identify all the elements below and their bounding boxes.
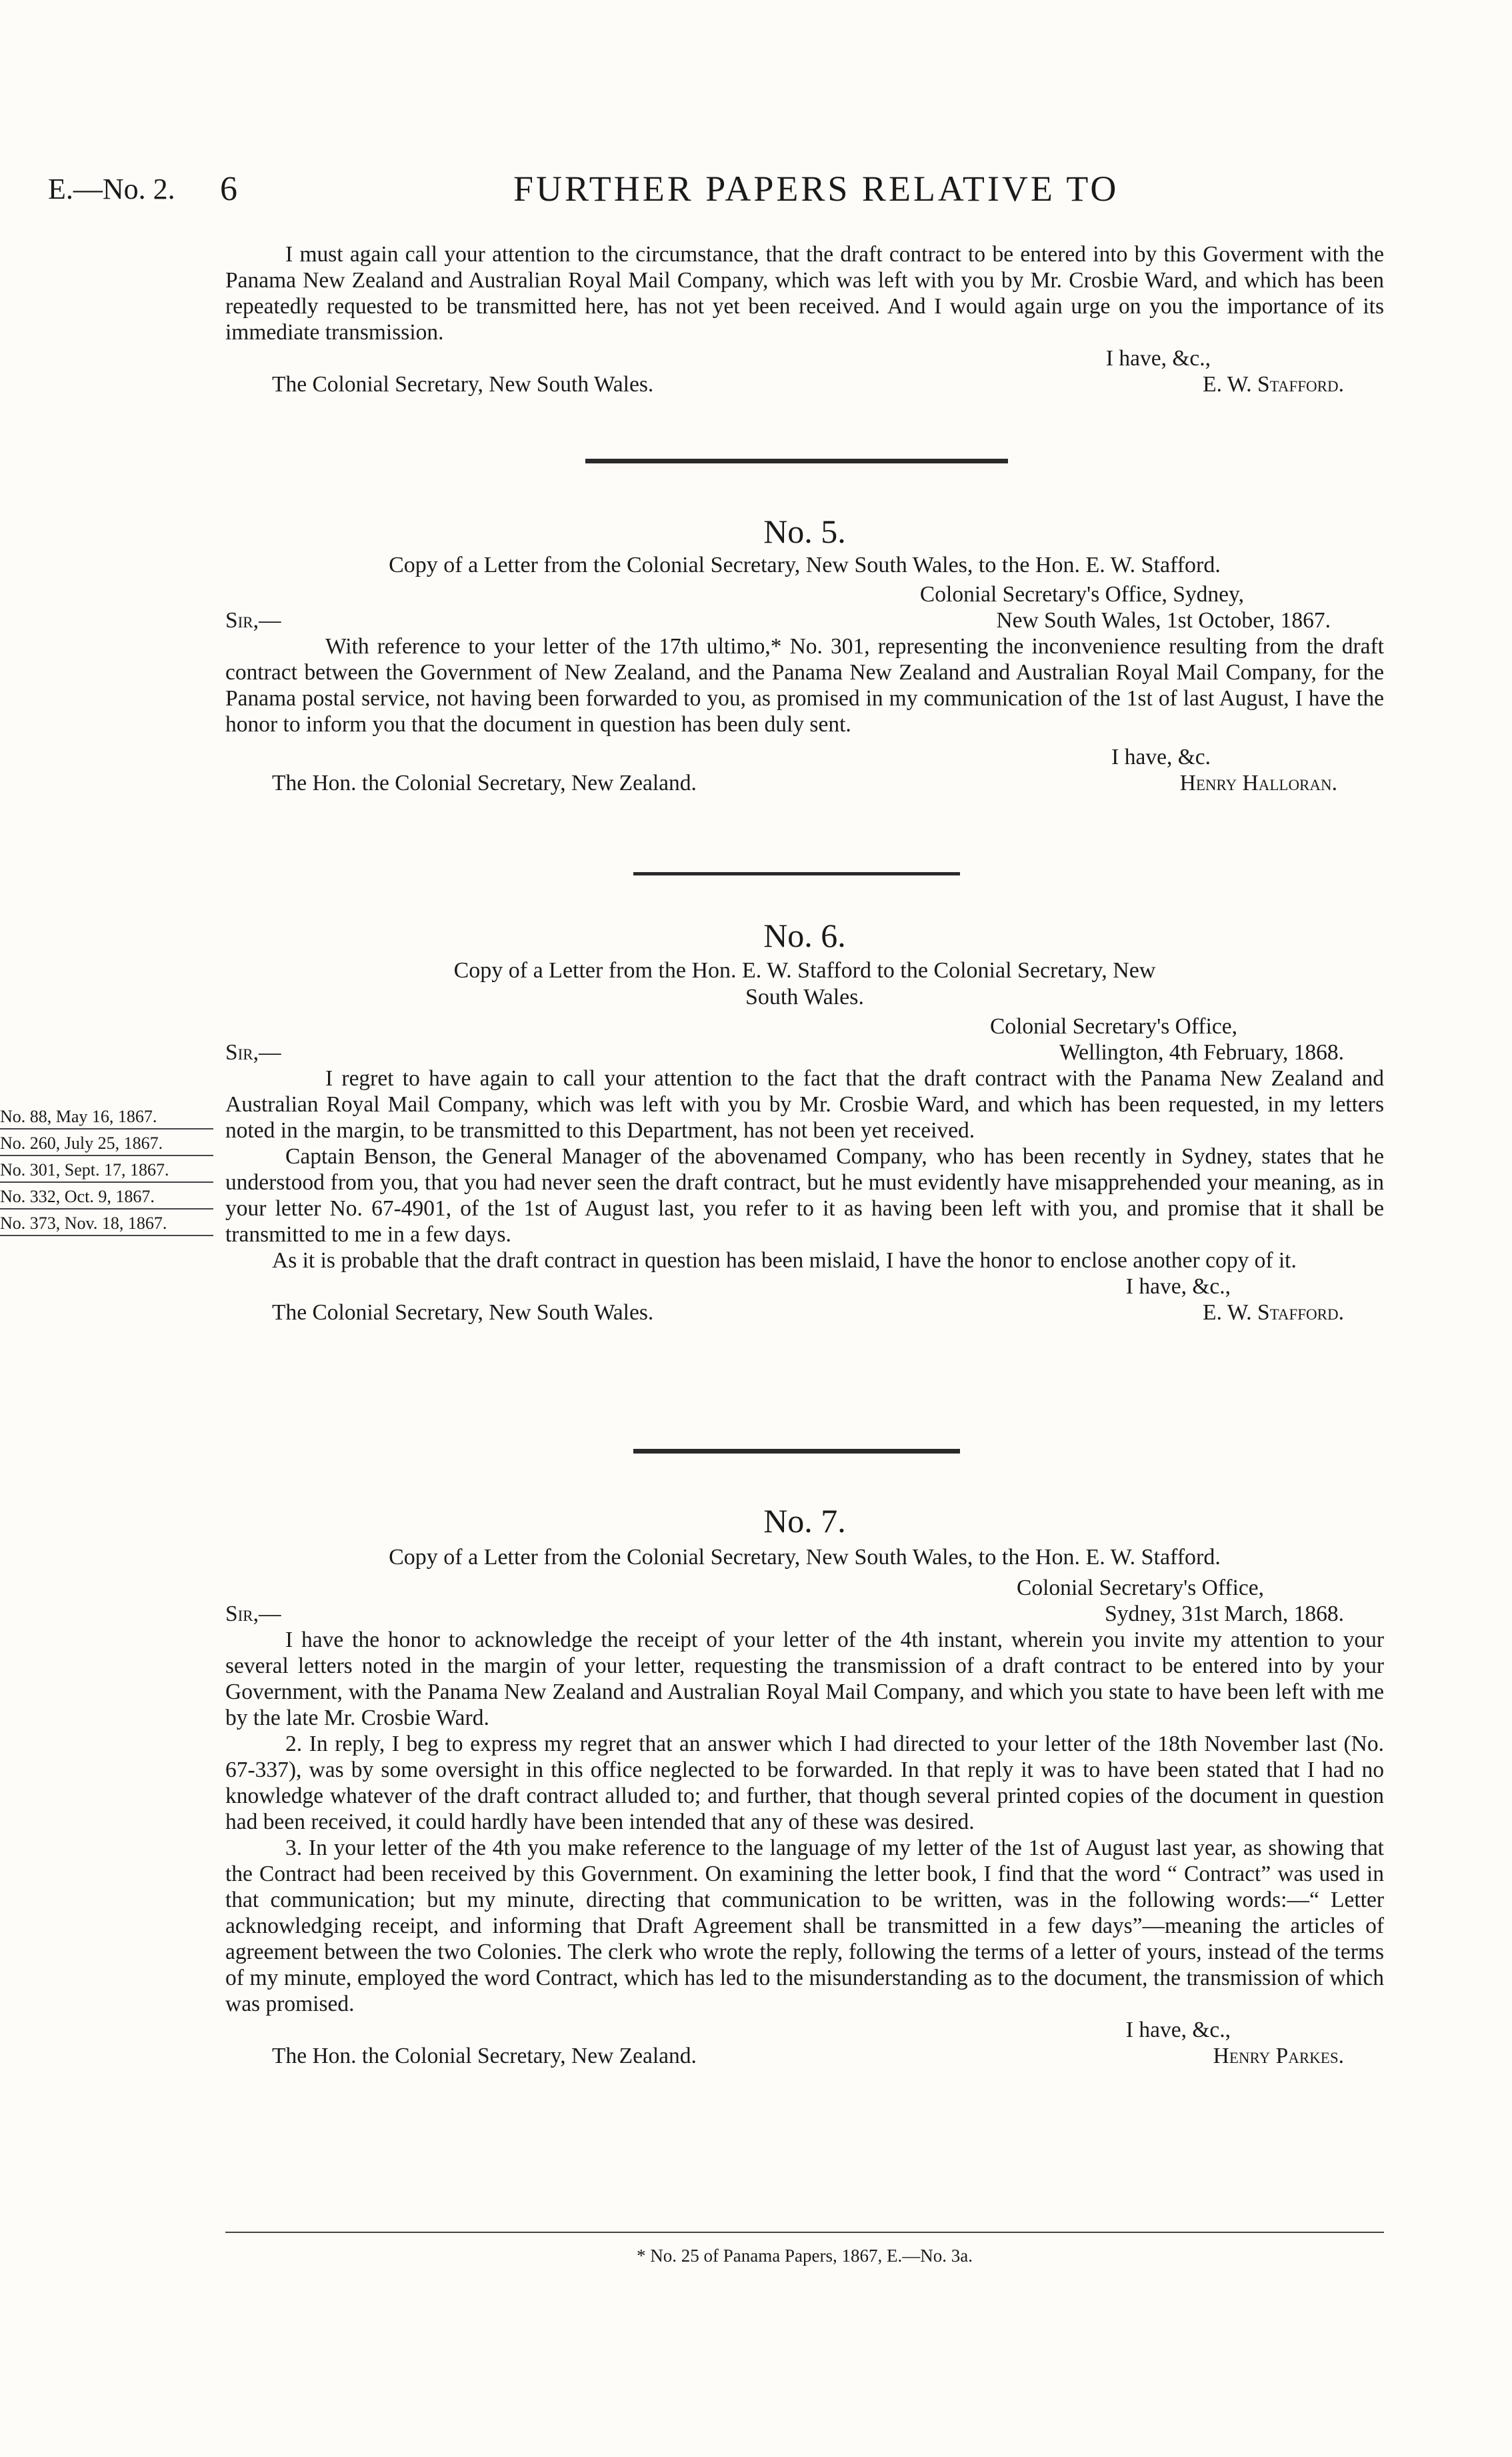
no7-paragraph-3: 3. In your letter of the 4th you make reference to the language of my letter of the 1st of August last year, as showing that the Contract had been received by this Government. On examining the letter book, I find that the word “ Contract” was used in that communication; but my minute, directing that communication to be written, was in the following words:—“ Letter acknowledging receipt, and informing that Draft Agreement shall be transmitted in a few days”—meaning the articles of agreement between the two Colonies. The clerk who wrote the reply, following the terms of a letter of yours, instead of the terms of my minute, employed the word Contract, which has led to the misunderstanding as to the document, the transmission of which was promised. [225, 1836, 1384, 2016]
no7-signoff-row [225, 2043, 1384, 2069]
no6-signature: E. W. Stafford. [1203, 1300, 1344, 1325]
no6-salutation-row [225, 1039, 1384, 1065]
margin-note: No. 373, Nov. 18, 1867. [0, 1212, 213, 1236]
no7-office: Colonial Secretary's Office, [1016, 1576, 1264, 1600]
margin-note: No. 332, Oct. 9, 1867. [0, 1185, 213, 1209]
no7-letter [225, 1575, 1384, 2069]
no6-closing: I have, &c., [1125, 1274, 1231, 1299]
letter4-closing: I have, &c., [1105, 346, 1211, 371]
margin-notes [0, 1105, 213, 1239]
no7-paragraph-1: I have the honor to acknowledge the receipt of your letter of the 4th instant, wherein you invite my attention to your several letters noted in the margin of your letter, requesting the transmission of a draft contract to be entered into by your Government, with the Panama New Zealand and Australian Royal Mail Company, and which you state to have been left with me by the late Mr. Crosbie Ward. [225, 1628, 1384, 1730]
no5-closing: I have, &c. [1111, 745, 1211, 769]
no6-paragraph-1: I regret to have again to call your attention to the fact that the draft contract with the Panama New Zealand and Australian Royal Mail Company, which was left with you by Mr. Crosbie Ward, and which has been requested, in my letters noted in the margin, to be transmitted to this Department, has not been yet received. [225, 1066, 1384, 1143]
no7-date: Sydney, 31st March, 1868. [1105, 1602, 1344, 1626]
footnote-divider [225, 2232, 1384, 2233]
no7-addressee: The Hon. the Colonial Secretary, New Zealand. [272, 2044, 697, 2068]
margin-note: No. 301, Sept. 17, 1867. [0, 1159, 213, 1183]
no7-office-row [225, 1575, 1384, 1601]
no6-copy-line-2: South Wales. [745, 985, 864, 1009]
no7-closing: I have, &c., [1125, 2018, 1231, 2042]
no6-office-row [225, 1013, 1384, 1039]
no6-heading: No. 6. [763, 917, 846, 954]
no6-closing-row [225, 1274, 1384, 1300]
no7-salutation-row [225, 1601, 1384, 1627]
no5-office-row [225, 581, 1384, 607]
no5-signature: Henry Halloran. [1179, 771, 1337, 795]
no6-date: Wellington, 4th February, 1868. [1059, 1040, 1344, 1065]
no7-heading: No. 7. [763, 1502, 846, 1540]
no5-salutation-row [225, 607, 1384, 633]
no6-office: Colonial Secretary's Office, [989, 1014, 1237, 1039]
no6-copy-line-1: Copy of a Letter from the Hon. E. W. Stafford to the Colonial Secretary, New [453, 958, 1156, 983]
no5-letter [225, 581, 1384, 796]
no7-signature: Henry Parkes. [1213, 2044, 1344, 2068]
no6-salutation: Sir,— [225, 1040, 281, 1065]
no6-letter [225, 1013, 1384, 1326]
no5-paragraph: With reference to your letter of the 17th ultimo,* No. 301, representing the inconvenience resulting from the draft contract between the Government of New Zealand, and the Panama New Zealand and Australian Royal Mail Company, for the Panama postal service, not having been forwarded to you, as promised in my communication of the 1st of last August, I have the honor to inform you that the document in question has been duly sent. [225, 634, 1384, 737]
no5-closing-row [225, 744, 1384, 770]
no5-copy-line: Copy of a Letter from the Colonial Secretary, New South Wales, to the Hon. E. W. Stafford. [389, 553, 1221, 577]
letter4-section [225, 241, 1384, 397]
section-divider [585, 459, 1008, 463]
section-divider [633, 872, 960, 875]
no7-paragraph-2: 2. In reply, I beg to express my regret that an answer which I had directed to your letter of the 18th November last (No. 67-337), was by some oversight in this office neglected to be forwarded. In that reply it was to have been stated that I had no knowledge whatever of the draft contract alluded to; and further, that though several printed copies of the document in question had been received, it could hardly have been intended that any of these was desired. [225, 1732, 1384, 1834]
no5-date: New South Wales, 1st October, 1867. [996, 608, 1331, 633]
no6-copy-line [225, 957, 1384, 1011]
no5-addressee: The Hon. the Colonial Secretary, New Zealand. [272, 771, 697, 795]
margin-note: No. 88, May 16, 1867. [0, 1105, 213, 1129]
document-code: E.—No. 2. [48, 173, 175, 205]
no7-copy-line: Copy of a Letter from the Colonial Secretary, New South Wales, to the Hon. E. W. Stafford. [389, 1545, 1221, 1570]
section-divider [633, 1449, 960, 1454]
no7-closing-row [225, 2017, 1384, 2043]
footnote: * No. 25 of Panama Papers, 1867, E.—No. 3a. [637, 2246, 973, 2266]
no5-signoff-row [225, 770, 1384, 796]
no5-office: Colonial Secretary's Office, Sydney, [919, 582, 1244, 607]
page-number: 6 [220, 170, 237, 208]
no6-signoff-row [225, 1300, 1384, 1326]
page-title: FURTHER PAPERS RELATIVE TO [513, 169, 1119, 209]
no5-salutation: Sir,— [225, 608, 281, 633]
letter4-closing-row [225, 345, 1384, 371]
letter4-addressee: The Colonial Secretary, New South Wales. [272, 372, 654, 397]
no6-addressee: The Colonial Secretary, New South Wales. [272, 1300, 654, 1325]
no7-salutation: Sir,— [225, 1602, 281, 1626]
no6-paragraph-3: As it is probable that the draft contract in question has been mislaid, I have the honor to enclose another copy of it. [272, 1248, 1297, 1273]
no5-heading: No. 5. [763, 513, 846, 550]
margin-note: No. 260, July 25, 1867. [0, 1132, 213, 1156]
letter4-paragraph: I must again call your attention to the circumstance, that the draft contract to be entered into by this Goverment with the Panama New Zealand and Australian Royal Mail Company, which was left with you by Mr. Crosbie Ward, and which has been repeatedly requested to be transmitted here, has not yet been received. And I would again urge on you the importance of its immediate transmission. [225, 242, 1384, 345]
letter4-signoff-row [225, 371, 1384, 397]
letter4-signature: E. W. Stafford. [1203, 372, 1344, 397]
no6-paragraph-2: Captain Benson, the General Manager of the abovenamed Company, who has been recently in Sydney, states that he understood from you, that you had never seen the draft contract, but he must evidently have misapprehended your meaning, as in your letter No. 67-4901, of the 1st of August last, you refer to it as having been left with you, and promise that it shall be transmitted to me in a few days. [225, 1144, 1384, 1247]
